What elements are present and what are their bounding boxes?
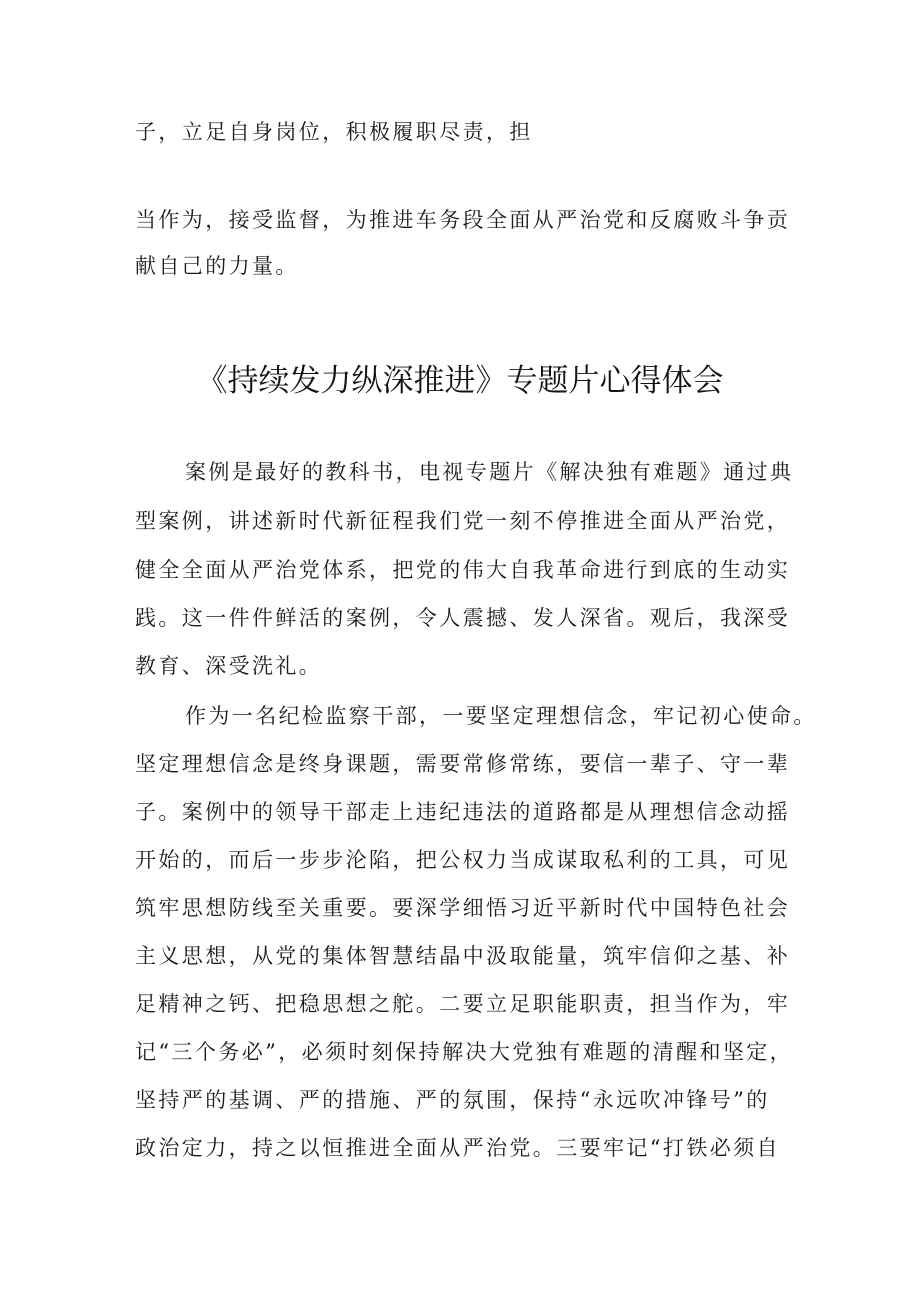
paragraph1-line-4: 践。这一件件鲜活的案例，令人震撼、发人深省。观后，我深受 [135, 606, 791, 630]
paragraph2-line-2: 坚定理想信念是终身课题，需要常修常练，要信一辈子、守一辈 [135, 752, 791, 776]
paragraph1-line-2: 型案例，讲述新时代新征程我们党一刻不停推进全面从严治党， [135, 509, 791, 533]
paragraph2-line-10: 政治定力，持之以恒推进全面从严治党。三要牢记“打铁必须自 [135, 1136, 780, 1160]
paragraph1-line-1: 案例是最好的教科书，电视专题片《解决独有难题》通过典 [185, 460, 794, 484]
paragraph1-line-5: 教育、深受洗礼。 [135, 654, 323, 678]
paragraph2-line-4: 开始的，而后一步步沦陷，把公权力当成谋取私利的工具，可见 [135, 848, 791, 872]
intro-line-1: 子，立足自身岗位，积极履职尽责，担 [135, 120, 533, 144]
document-title: 《持续发力纵深推进》专题片心得体会 [196, 363, 724, 399]
paragraph2-line-6: 主义思想，从党的集体智慧结晶中汲取能量，筑牢信仰之基、补 [135, 944, 791, 968]
intro-line-2: 当作为，接受监督，为推进车务段全面从严治党和反腐败斗争贡 [135, 208, 791, 232]
intro-line-3: 献自己的力量。 [135, 254, 299, 278]
paragraph2-line-7: 足精神之钙、把稳思想之舵。二要立足职能职责，担当作为，牢 [135, 992, 791, 1016]
paragraph2-line-8: 记“三个务必”，必须时刻保持解决大党独有难题的清醒和坚定， [135, 1040, 794, 1064]
paragraph2-line-9: 坚持严的基调、严的措施、严的氛围，保持“永远吹冲锋号”的 [135, 1088, 770, 1112]
paragraph1-line-3: 健全全面从严治党体系，把党的伟大自我革命进行到底的生动实 [135, 558, 791, 582]
paragraph2-line-5: 筑牢思想防线至关重要。要深学细悟习近平新时代中国特色社会 [135, 896, 791, 920]
paragraph2-line-1: 作为一名纪检监察干部，一要坚定理想信念，牢记初心使命。 [185, 704, 817, 728]
paragraph2-line-3: 子。案例中的领导干部走上违纪违法的道路都是从理想信念动摇 [135, 800, 791, 824]
